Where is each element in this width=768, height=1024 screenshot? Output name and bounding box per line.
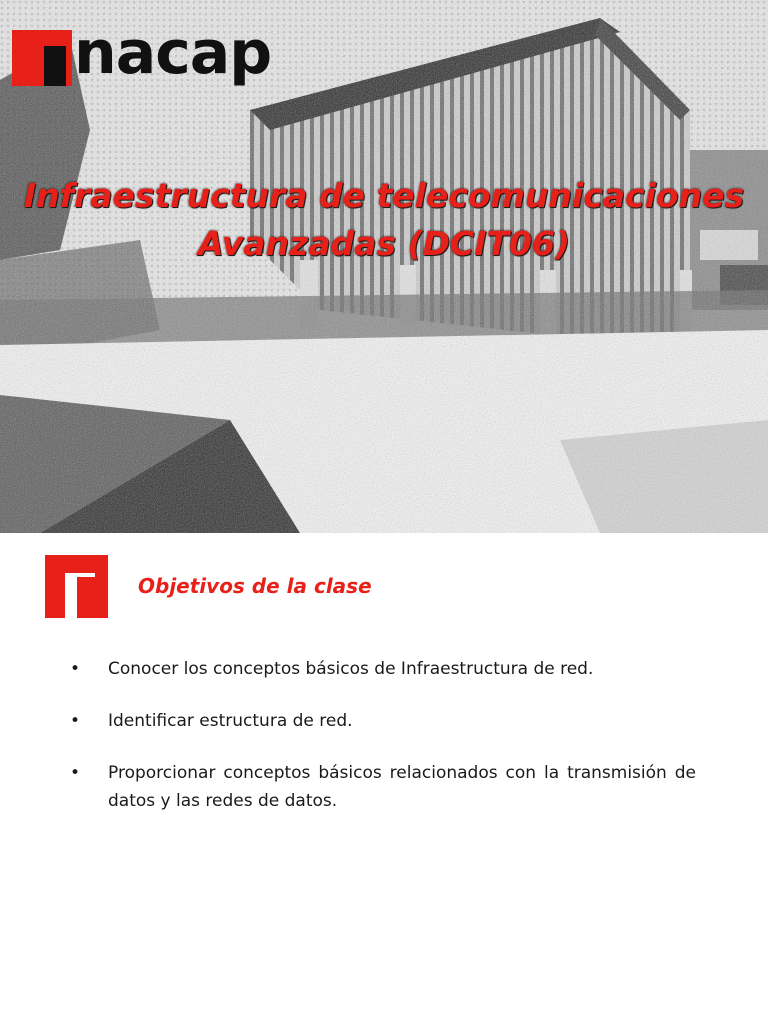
- bullet-icon: •: [70, 659, 81, 679]
- objectives-list: [68, 655, 696, 839]
- objective-text: Proporcionar conceptos básicos relacionados con la transmisión de datos y las redes de datos.: [108, 763, 696, 811]
- title-line-1: Infraestructura de telecomunicaciones: [23, 176, 745, 215]
- bullet-icon: •: [70, 711, 81, 731]
- title-line-2: Avanzadas (DCIT06): [198, 224, 570, 263]
- objective-text: Conocer los conceptos básicos de Infraestructura de red.: [108, 659, 594, 679]
- section-title: Objetivos de la clase: [138, 574, 372, 598]
- inacap-logo: [12, 18, 272, 94]
- page-title: [0, 172, 768, 268]
- objective-text: Identificar estructura de red.: [108, 711, 353, 731]
- list-item: [68, 707, 696, 735]
- list-item: [68, 655, 696, 683]
- inacap-red-block-icon: [45, 555, 108, 618]
- inacap-logo-mark-icon: [12, 30, 72, 86]
- bullet-icon: •: [70, 763, 81, 783]
- logo-text: nacap: [74, 18, 272, 88]
- list-item: [68, 759, 696, 815]
- section-header: [45, 555, 372, 617]
